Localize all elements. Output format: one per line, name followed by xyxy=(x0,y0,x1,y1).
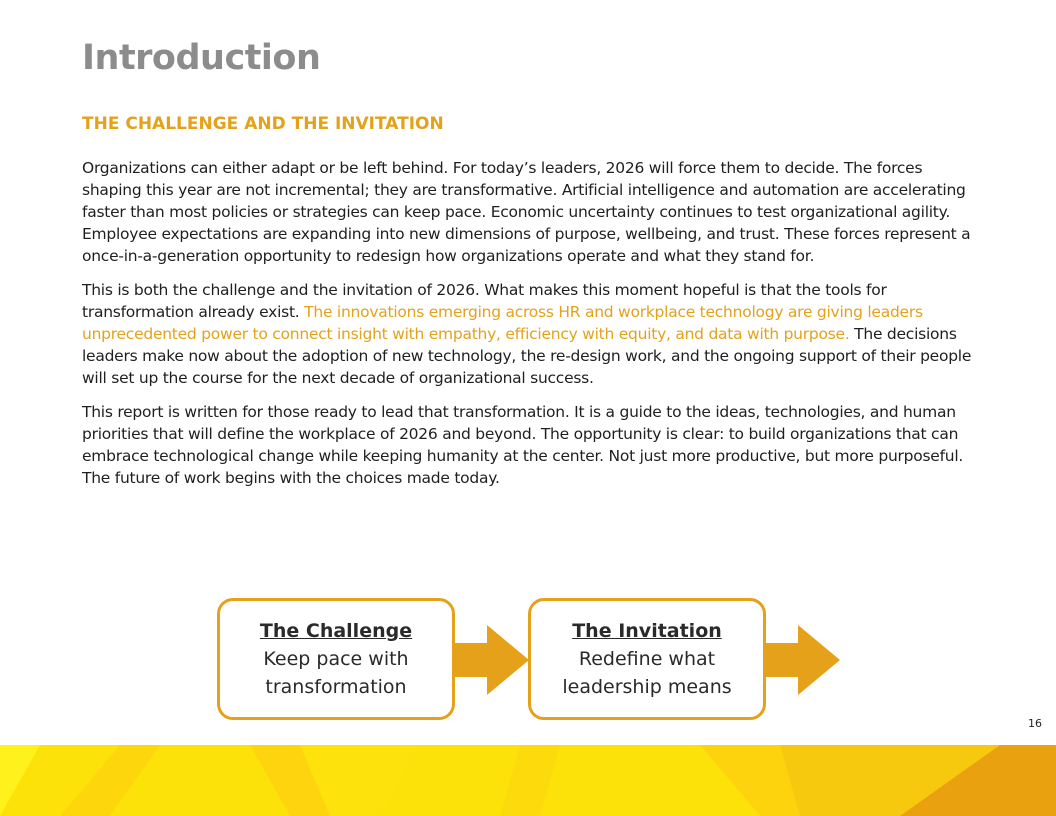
paragraph-2-highlight: The innovations emerging across HR and workplace technology are giving leaders unprecedented power to connect insight with empathy, efficiency with equity, and data with purpose. xyxy=(82,303,923,343)
invitation-title: The Invitation xyxy=(572,620,722,642)
paragraph-2-intro: This is both the challenge and the invitation of 2026. What makes this moment hopeful is that the tools for transformation already exist. xyxy=(82,281,887,321)
paragraph-2 xyxy=(82,279,982,389)
paragraph-1: Organizations can either adapt or be left behind. For today’s leaders, 2026 will force them to decide. The forces shaping this year are not incremental; they are transformative. Artificial intelligence and automation are accelerating faster than most policies or strategies can keep pace. Economic uncertainty continues to test organizational agility. Employee expectations are expanding into new dimensions of purpose, wellbeing, and trust. These forces represent a once-in-a-generation opportunity to redesign how organizations operate and what they stand for. xyxy=(82,159,971,265)
challenge-box xyxy=(217,598,455,720)
page-number: 16 xyxy=(1028,717,1042,730)
page-title: Introduction xyxy=(82,38,321,78)
challenge-title: The Challenge xyxy=(259,620,413,642)
invitation-box xyxy=(528,598,766,720)
footer-decorative-band xyxy=(0,745,1056,816)
arrow-right-icon xyxy=(455,625,529,695)
paragraph-2-rest: The decisions leaders make now about the adoption of new technology, the re-design work, and the ongoing support of their people will set up the course for the next decade of organizational success. xyxy=(82,325,972,387)
body-text xyxy=(82,157,982,501)
challenge-description: Keep pace with transformation xyxy=(263,648,409,698)
paragraph-3: This report is written for those ready to lead that transformation. It is a guide to the ideas, technologies, and human priorities that will define the workplace of 2026 and beyond. The opportunity is clear: to build organizations that can embrace technological change while keeping humanity at the center. Not just more productive, but more purposeful. The future of work begins with the choices made today. xyxy=(82,403,964,487)
section-subtitle: THE CHALLENGE AND THE INVITATION xyxy=(82,114,444,134)
invitation-description: Redefine what leadership means xyxy=(562,648,732,698)
arrow-right-icon xyxy=(766,625,840,695)
